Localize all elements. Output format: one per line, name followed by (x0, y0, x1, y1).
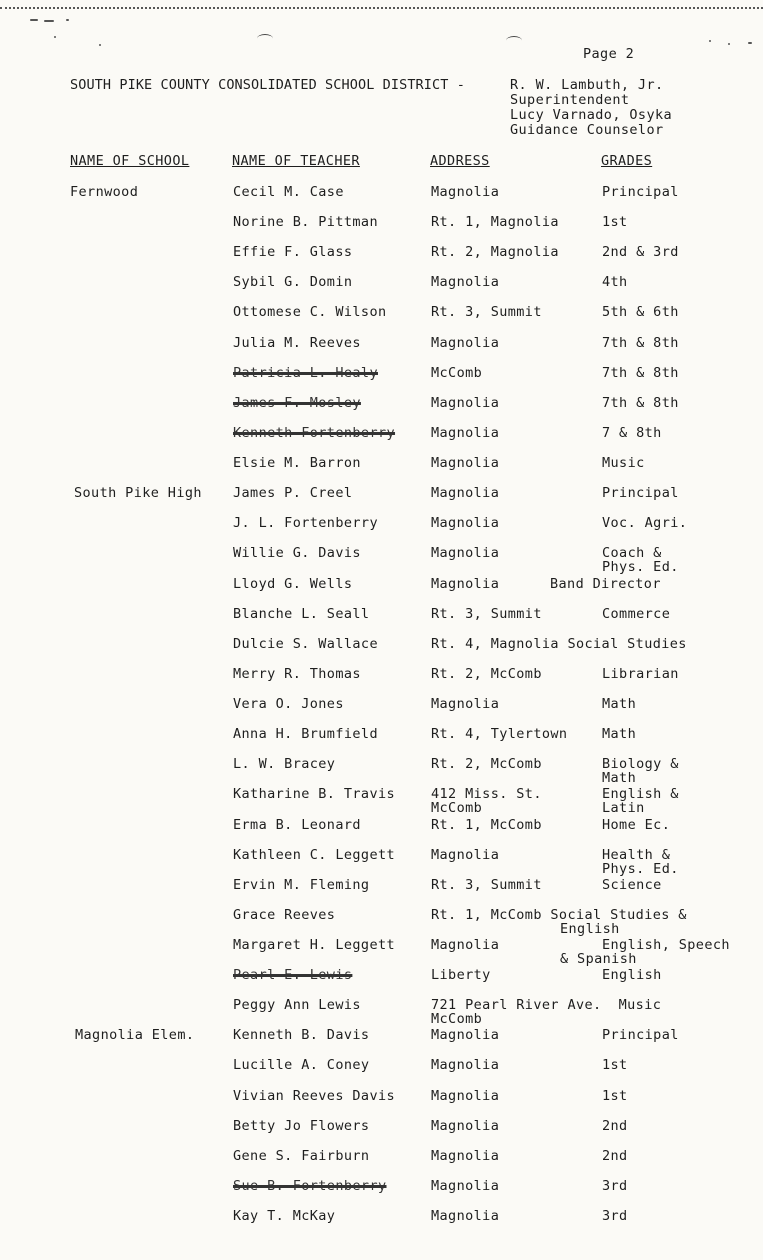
teacher-name: Ervin M. Fleming (233, 877, 370, 893)
teacher-grades: Music (602, 455, 645, 471)
teacher-grades-line2: Phys. Ed. (602, 861, 679, 877)
teacher-address: Magnolia (431, 576, 500, 592)
teacher-address: Magnolia (431, 425, 500, 441)
ink-speck (748, 42, 752, 44)
teacher-grades: English (602, 967, 662, 983)
teacher-grades: 1st (602, 1088, 628, 1104)
teacher-name: Sue B. Fortenberry (233, 1178, 387, 1194)
teacher-name: Peggy Ann Lewis (233, 997, 361, 1013)
teacher-grades: 5th & 6th (602, 304, 679, 320)
teacher-name: Norine B. Pittman (233, 214, 378, 230)
teacher-grades: 7th & 8th (602, 365, 679, 381)
teacher-grades: Commerce (602, 606, 671, 622)
teacher-grades: Coach & (602, 545, 662, 561)
teacher-name: Blanche L. Seall (233, 606, 370, 622)
teacher-address: Rt. 2, Magnolia (431, 244, 559, 260)
teacher-grades-line2: Latin (602, 800, 645, 816)
ink-speck (709, 40, 711, 42)
teacher-address: Rt. 3, Summit (431, 877, 542, 893)
teacher-address: Magnolia (431, 847, 500, 863)
teacher-address: McComb (431, 365, 483, 381)
teacher-address: Magnolia (431, 184, 500, 200)
teacher-grades-line2: Phys. Ed. (602, 559, 679, 575)
counselor-name: Lucy Varnado, Osyka (510, 107, 673, 123)
teacher-address: Magnolia (431, 1178, 500, 1194)
teacher-address: Rt. 2, McComb (431, 756, 542, 772)
teacher-name: Betty Jo Flowers (233, 1118, 370, 1134)
teacher-grades: 2nd (602, 1148, 628, 1164)
header-teacher: NAME OF TEACHER (232, 153, 360, 169)
ink-speck (66, 19, 69, 21)
teacher-address: Rt. 4, Tylertown (431, 726, 568, 742)
teacher-address: Magnolia (431, 395, 500, 411)
teacher-address: Rt. 1, McComb Social Studies & (431, 907, 687, 923)
teacher-grades-line2: Math (602, 770, 637, 786)
teacher-grades: Home Ec. (602, 817, 671, 833)
teacher-name: Anna H. Brumfield (233, 726, 378, 742)
top-edge-rule (0, 7, 763, 9)
teacher-address: Magnolia (431, 545, 500, 561)
teacher-address: Rt. 2, McComb (431, 666, 542, 682)
teacher-name: Erma B. Leonard (233, 817, 361, 833)
teacher-grades: 3rd (602, 1208, 628, 1224)
teacher-grades: Math (602, 696, 637, 712)
teacher-grades: 2nd (602, 1118, 628, 1134)
teacher-address: Rt. 1, Magnolia (431, 214, 559, 230)
teacher-name: Dulcie S. Wallace (233, 636, 378, 652)
teacher-address: Magnolia (431, 485, 500, 501)
teacher-address: Magnolia (431, 515, 500, 531)
teacher-address: Magnolia (431, 937, 500, 953)
teacher-grades: 7th & 8th (602, 335, 679, 351)
teacher-name: Kenneth B. Davis (233, 1027, 370, 1043)
counselor-title: Guidance Counselor (510, 122, 664, 138)
teacher-name: Grace Reeves (233, 907, 336, 923)
ink-speck (99, 44, 101, 46)
teacher-address: Magnolia (431, 274, 500, 290)
teacher-grades: English & (602, 786, 679, 802)
teacher-address: Rt. 4, Magnolia Social Studies (431, 636, 687, 652)
teacher-grades: Principal (602, 184, 679, 200)
school-name-magnolia-elem: Magnolia Elem. (75, 1027, 195, 1043)
teacher-grades: 1st (602, 1057, 628, 1073)
district-title: SOUTH PIKE COUNTY CONSOLIDATED SCHOOL DISTRICT - (70, 77, 465, 93)
teacher-name: James F. Mosley (233, 395, 361, 411)
teacher-name: Gene S. Fairburn (233, 1148, 370, 1164)
school-name-fernwood: Fernwood (70, 184, 139, 200)
school-name-south-pike-high: South Pike High (74, 485, 202, 501)
superintendent-title: Superintendent (510, 92, 630, 108)
teacher-name: Sybil G. Domin (233, 274, 353, 290)
teacher-address: Magnolia (431, 335, 500, 351)
teacher-grades: Biology & (602, 756, 679, 772)
teacher-grades: 3rd (602, 1178, 628, 1194)
teacher-grades: Principal (602, 485, 679, 501)
teacher-address: Liberty (431, 967, 491, 983)
teacher-name: Kay T. McKay (233, 1208, 336, 1224)
teacher-name: Ottomese C. Wilson (233, 304, 387, 320)
teacher-address-line2: McComb (431, 1011, 483, 1027)
teacher-grades: 1st (602, 214, 628, 230)
teacher-name: Vivian Reeves Davis (233, 1088, 396, 1104)
teacher-name: Kenneth Fortenberry (233, 425, 396, 441)
teacher-address: Magnolia (431, 1057, 500, 1073)
superintendent-name: R. W. Lambuth, Jr. (510, 77, 664, 93)
teacher-grades: Health & (602, 847, 671, 863)
teacher-grades: Math (602, 726, 637, 742)
teacher-address: Magnolia (431, 455, 500, 471)
teacher-grades-line2: & Spanish (560, 951, 637, 967)
teacher-address: Magnolia (431, 1208, 500, 1224)
teacher-name: Katharine B. Travis (233, 786, 396, 802)
teacher-address: Rt. 3, Summit (431, 606, 542, 622)
ink-speck (30, 19, 38, 21)
teacher-grades: Science (602, 877, 662, 893)
teacher-address: 721 Pearl River Ave. Music (431, 997, 662, 1013)
teacher-address: Magnolia (431, 1027, 500, 1043)
teacher-name: Merry R. Thomas (233, 666, 361, 682)
teacher-grades: Principal (602, 1027, 679, 1043)
punch-mark (506, 36, 522, 45)
teacher-grades: Librarian (602, 666, 679, 682)
teacher-address: Magnolia (431, 1088, 500, 1104)
header-grades: GRADES (601, 153, 653, 169)
teacher-name: Pearl E. Lewis (233, 967, 353, 983)
teacher-name: Margaret H. Leggett (233, 937, 396, 953)
teacher-grades-line2: English (560, 921, 620, 937)
page-number: Page 2 (583, 46, 635, 62)
teacher-address: Rt. 1, McComb (431, 817, 542, 833)
teacher-name: Vera O. Jones (233, 696, 344, 712)
teacher-name: Willie G. Davis (233, 545, 361, 561)
header-address: ADDRESS (430, 153, 490, 169)
teacher-name: James P. Creel (233, 485, 353, 501)
punch-mark (257, 34, 273, 43)
teacher-name: Julia M. Reeves (233, 335, 361, 351)
teacher-name: Lucille A. Coney (233, 1057, 370, 1073)
teacher-name: Patricia L. Healy (233, 365, 378, 381)
teacher-address: 412 Miss. St. (431, 786, 542, 802)
teacher-address-line2: McComb (431, 800, 483, 816)
ink-speck (54, 36, 56, 38)
header-school: NAME OF SCHOOL (70, 153, 190, 169)
teacher-address: Magnolia (431, 696, 500, 712)
teacher-name: Effie F. Glass (233, 244, 353, 260)
teacher-name: J. L. Fortenberry (233, 515, 378, 531)
teacher-name: Lloyd G. Wells (233, 576, 353, 592)
teacher-name: Elsie M. Barron (233, 455, 361, 471)
teacher-name: Cecil M. Case (233, 184, 344, 200)
teacher-address: Magnolia (431, 1118, 500, 1134)
teacher-name: L. W. Bracey (233, 756, 336, 772)
teacher-grades: English, Speech (602, 937, 730, 953)
teacher-grades: 7 & 8th (602, 425, 662, 441)
teacher-address: Magnolia (431, 1148, 500, 1164)
teacher-grades: Band Director (550, 576, 661, 592)
teacher-grades: 2nd & 3rd (602, 244, 679, 260)
ink-speck (728, 43, 730, 45)
ink-speck (44, 20, 54, 22)
teacher-grades: Voc. Agri. (602, 515, 688, 531)
teacher-grades: 7th & 8th (602, 395, 679, 411)
teacher-grades: 4th (602, 274, 628, 290)
teacher-address: Rt. 3, Summit (431, 304, 542, 320)
teacher-name: Kathleen C. Leggett (233, 847, 396, 863)
